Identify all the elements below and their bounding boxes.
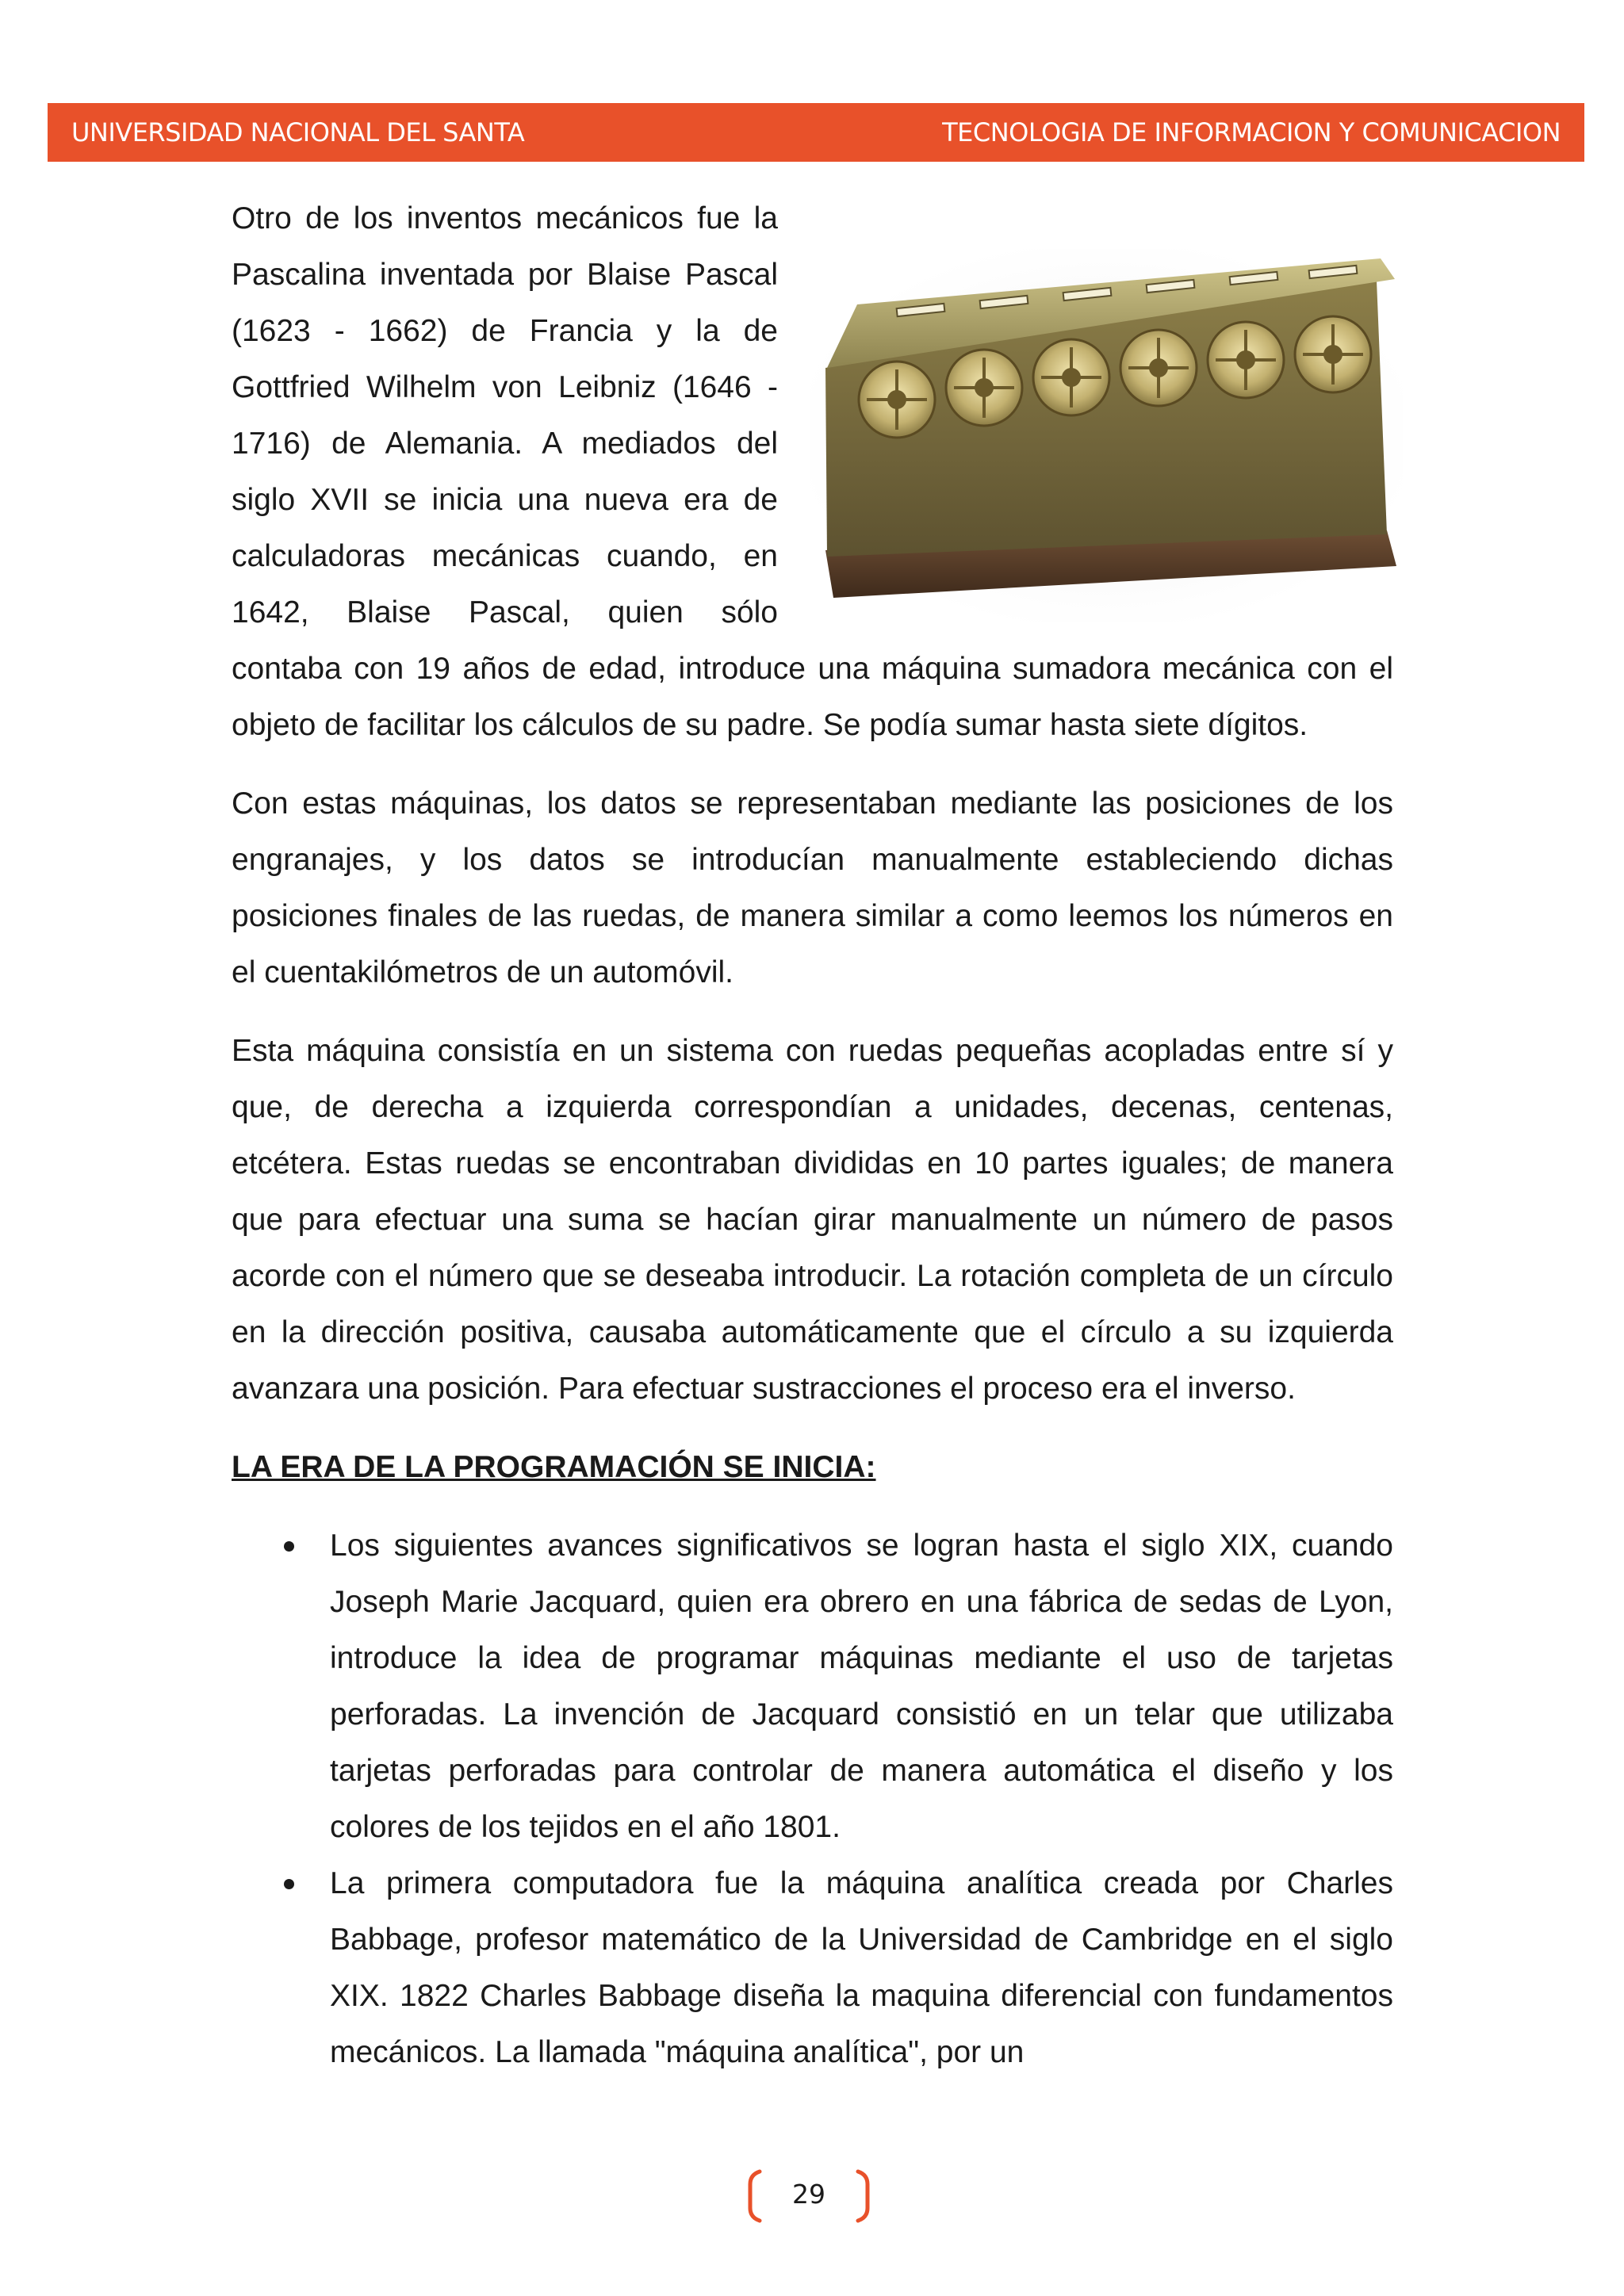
paragraph-pascalina: Otro de los inventos mecánicos fue la Pascalina inventada por Blaise Pascal (1623 - 1662) de Francia y la de Gottfried Wilhelm von Leibniz (1646 - 1716) de Alemania. A mediados del siglo XVII se inicia una nueva era de calculadoras mecánicas cuando, en 1642, Blaise Pascal, quien sólo contaba con 19 años de edad, introduce una máquina sumadora mecánica con el objeto de facilitar los cálculos de su padre. Se podía sumar hasta siete dígitos. bbox=[232, 201, 1393, 742]
paragraph-machine-wheels: Esta máquina consistía en un sistema con ruedas pequeñas acopladas entre sí y que, de derecha a izquierda correspondían a unidades, decenas, centenas, etcétera. Estas ruedas se encontraban divididas en 10 partes iguales; de manera que para efectuar una suma se hacían girar manualmente un número de pasos acorde con el número que se deseaba introducir. La rotación completa de un círculo en la dirección positiva, causaba automáticamente que el círculo a su izquierda avanzara una posición. Para efectuar sustracciones el proceso era el inverso. bbox=[232, 1034, 1393, 1406]
list-item bbox=[232, 1855, 1393, 2080]
paragraph-data-representation: Con estas máquinas, los datos se representaban mediante las posiciones de los engranajes, y los datos se introducían manualmente estableciendo dichas posiciones finales de las ruedas, de manera similar a como leemos los números en el cuentakilómetros de un automóvil. bbox=[232, 786, 1393, 989]
document-body bbox=[232, 190, 1393, 2080]
header-course-title: TECNOLOGIA DE INFORMACION Y COMUNICACION bbox=[942, 117, 1561, 147]
bullet-list bbox=[232, 1517, 1393, 2080]
header-institution: UNIVERSIDAD NACIONAL DEL SANTA bbox=[71, 117, 525, 147]
page-header-bar bbox=[48, 103, 1584, 162]
section-heading: LA ERA DE LA PROGRAMACIÓN SE INICIA: bbox=[232, 1450, 876, 1484]
pascaline-illustration bbox=[810, 249, 1403, 622]
bullet-icon bbox=[284, 1541, 294, 1552]
bullet-text-jacquard: Los siguientes avances significativos se logran hasta el siglo XIX, cuando Joseph Marie Jacquard, quien era obrero en una fábrica de sedas de Lyon, introduce la idea de programar máquinas mediante el uso de tarjetas perforadas. La invención de Jacquard consistió en un telar que utilizaba tarjetas perforadas para controlar de manera automática el diseño y los colores de los tejidos en el año 1801. bbox=[330, 1529, 1393, 1844]
pascaline-photo bbox=[810, 249, 1403, 622]
page-number-footer bbox=[745, 2168, 872, 2232]
bullet-text-babbage: La primera computadora fue la máquina analítica creada por Charles Babbage, profesor matemático de la Universidad de Cambridge en el siglo XIX. 1822 Charles Babbage diseña la maquina diferencial con fundamentos mecánicos. La llamada "máquina analítica", por un bbox=[330, 1866, 1393, 2069]
list-item bbox=[232, 1517, 1393, 1855]
bullet-icon bbox=[284, 1879, 294, 1889]
page-number: 29 bbox=[792, 2179, 825, 2210]
